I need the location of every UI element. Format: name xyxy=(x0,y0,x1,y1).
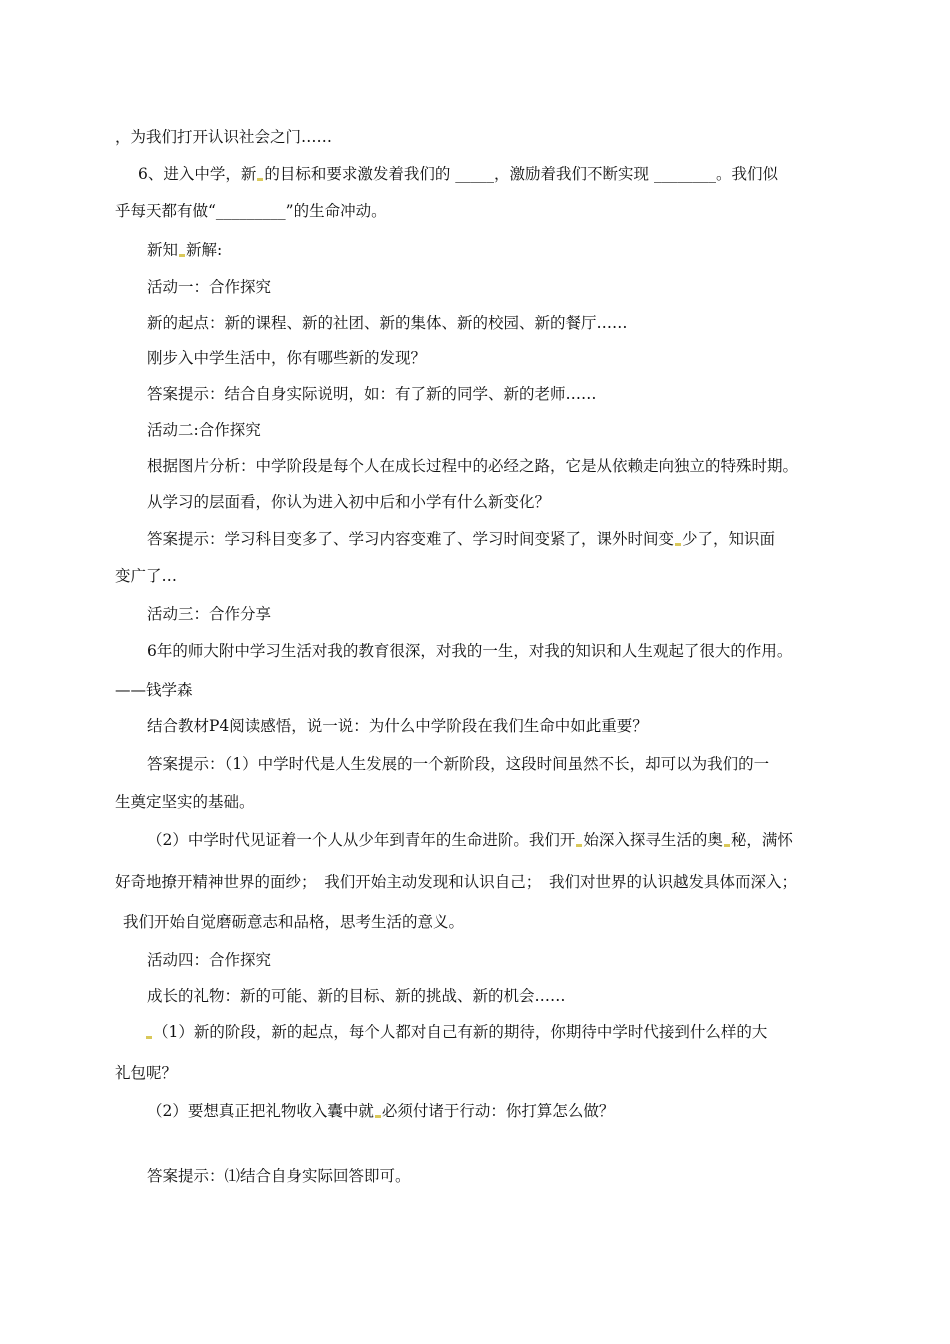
question-text: （1）新的阶段，新的起点，每个人都对自己有新的期待，你期待中学时代接到什么样的大 xyxy=(145,1022,767,1042)
section-heading: 新知 新解: xyxy=(147,241,223,259)
highlight-mark xyxy=(724,844,730,847)
text-line: 礼包呢？ xyxy=(115,1064,178,1082)
text-line: 新的起点：新的课程、新的社团、新的集体、新的校园、新的餐厅…… xyxy=(147,314,628,332)
quote-author: ——钱学森 xyxy=(115,681,193,699)
highlight-mark xyxy=(675,543,681,546)
activity-heading: 活动二:合作探究 xyxy=(147,421,261,439)
question-text: 刚步入中学生活中，你有哪些新的发现？ xyxy=(147,349,427,367)
text-line: 生奠定坚实的基础。 xyxy=(115,793,255,811)
text-line: 变广了… xyxy=(115,567,178,585)
highlight-mark xyxy=(576,844,582,847)
highlight-mark xyxy=(257,178,263,181)
answer-point: （2）中学时代见证着一个人从少年到青年的生命进阶。我们开 始深入探寻生活的奥 秘，满怀 xyxy=(147,831,793,849)
activity-heading: 活动一：合作探究 xyxy=(147,278,272,296)
activity-heading: 活动四：合作探究 xyxy=(147,951,272,969)
text-line: 好奇地撩开精神世界的面纱； 我们开始主动发现和认识自己； 我们对世界的认识越发具体而深入； xyxy=(115,873,798,891)
question-text: 从学习的层面看，你认为进入初中后和小学有什么新变化？ xyxy=(147,493,551,511)
highlight-mark xyxy=(375,1115,381,1118)
activity-heading: 活动三：合作分享 xyxy=(147,605,272,623)
text-line: 成长的礼物：新的可能、新的目标、新的挑战、新的机会…… xyxy=(147,987,566,1005)
highlight-mark xyxy=(179,254,185,257)
question-text: （2）要想真正把礼物收入囊中就 必须付诸于行动：你打算怎么做？ xyxy=(147,1102,615,1120)
highlight-mark xyxy=(146,1036,152,1039)
answer-hint: 答案提示：结合自身实际说明，如：有了新的同学、新的老师…… xyxy=(147,385,597,403)
question-text: 结合教材P4阅读感悟，说一说：为什么中学阶段在我们生命中如此重要？ xyxy=(147,717,648,735)
text-line: 根据图片分析：中学阶段是每个人在成长过程中的必经之路，它是从依赖走向独立的特殊时期。 xyxy=(147,457,799,475)
text-line: 乎每天都有做“_________”的生命冲动。 xyxy=(115,202,387,220)
text-line: ，为我们打开认识社会之门…… xyxy=(115,128,333,146)
answer-hint: 答案提示：⑴结合自身实际回答即可。 xyxy=(147,1167,411,1185)
answer-hint: 答案提示：（1）中学时代是人生发展的一个新阶段，这段时间虽然不长，却可以为我们的一 xyxy=(147,755,770,773)
text-line: 我们开始自觉磨砺意志和品格，思考生活的意义。 xyxy=(123,913,465,931)
question-6: 6、进入中学，新 的目标和要求激发着我们的 _____，激励着我们不断实现 ________。我们似 xyxy=(138,165,778,183)
quote-text: 6年的师大附中学习生活对我的教育很深，对我的一生，对我的知识和人生观起了很大的作用。 xyxy=(147,642,793,660)
answer-hint: 答案提示：学习科目变多了、学习内容变难了、学习时间变紧了，课外时间变 少了，知识面 xyxy=(147,530,776,548)
